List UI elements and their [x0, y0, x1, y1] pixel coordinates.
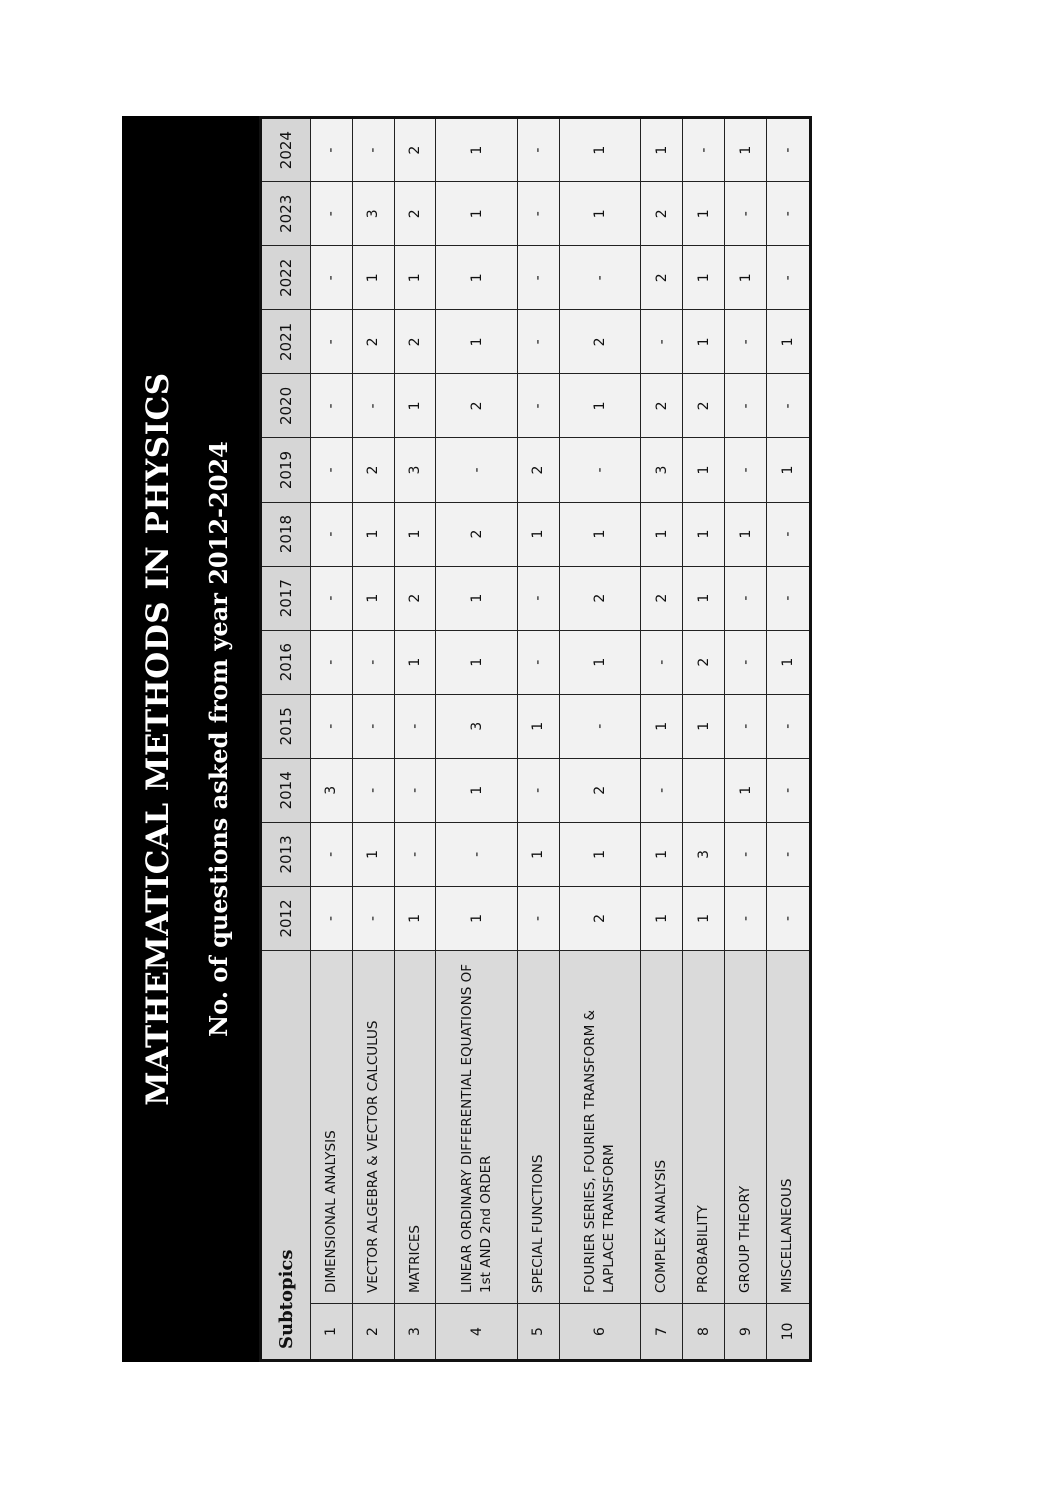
count-cell: - — [725, 310, 767, 374]
count-cell: - — [311, 374, 353, 438]
count-cell: 2 — [436, 502, 518, 566]
count-cell: 2 — [559, 310, 641, 374]
subtopic-name: MISCELLANEOUS — [766, 950, 810, 1303]
row-number: 2 — [352, 1304, 394, 1361]
subtopic-name: PROBABILITY — [683, 950, 725, 1303]
row-number: 9 — [725, 1304, 767, 1361]
count-cell: 1 — [683, 310, 725, 374]
rotated-table-sheet — [122, 116, 812, 1362]
count-cell: 1 — [518, 502, 560, 566]
page-subtitle: No. of questions asked from year 2012-2024 — [204, 441, 233, 1037]
year-header: 2015 — [261, 694, 311, 758]
row-number: 1 — [311, 1304, 353, 1361]
year-header: 2024 — [261, 118, 311, 182]
count-cell: 1 — [641, 694, 683, 758]
count-cell: 2 — [352, 438, 394, 502]
questions-table — [259, 116, 812, 1362]
count-cell: 1 — [352, 246, 394, 310]
count-cell: - — [766, 566, 810, 630]
count-cell: - — [436, 822, 518, 886]
count-cell: 3 — [683, 822, 725, 886]
count-cell: - — [311, 502, 353, 566]
count-cell: - — [311, 310, 353, 374]
count-cell: - — [352, 118, 394, 182]
table-row — [436, 118, 518, 1361]
count-cell: - — [311, 246, 353, 310]
subtopic-name: SPECIAL FUNCTIONS — [518, 950, 560, 1303]
count-cell: - — [725, 886, 767, 950]
count-cell: - — [766, 246, 810, 310]
subtopic-name: LINEAR ORDINARY DIFFERENTIAL EQUATIONS OF 1st AND 2nd ORDER — [436, 950, 518, 1303]
count-cell: - — [766, 182, 810, 246]
count-cell: 1 — [559, 374, 641, 438]
year-header: 2012 — [261, 886, 311, 950]
table-row — [725, 118, 767, 1361]
count-cell: - — [311, 566, 353, 630]
count-cell: - — [436, 438, 518, 502]
count-cell: 1 — [725, 118, 767, 182]
count-cell: - — [725, 182, 767, 246]
count-cell: 1 — [725, 246, 767, 310]
count-cell: 1 — [683, 886, 725, 950]
count-cell: 1 — [683, 246, 725, 310]
row-number: 10 — [766, 1304, 810, 1361]
count-cell: - — [641, 758, 683, 822]
count-cell: - — [311, 694, 353, 758]
year-header: 2022 — [261, 246, 311, 310]
count-cell: 2 — [559, 758, 641, 822]
count-cell: - — [559, 694, 641, 758]
count-cell: - — [766, 822, 810, 886]
row-number: 6 — [559, 1304, 641, 1361]
count-cell: 2 — [352, 310, 394, 374]
count-cell: 1 — [436, 246, 518, 310]
table-row — [683, 118, 725, 1361]
count-cell: 2 — [683, 374, 725, 438]
year-header: 2016 — [261, 630, 311, 694]
page-title: MATHEMATICAL METHODS IN PHYSICS — [140, 372, 176, 1106]
count-cell: - — [311, 630, 353, 694]
count-cell: 1 — [436, 566, 518, 630]
subtopic-name: MATRICES — [394, 950, 436, 1303]
subtopic-name: VECTOR ALGEBRA & VECTOR CALCULUS — [352, 950, 394, 1303]
count-cell: 1 — [559, 118, 641, 182]
count-cell: 2 — [641, 566, 683, 630]
count-cell: 1 — [436, 118, 518, 182]
count-cell: 1 — [518, 694, 560, 758]
count-cell: - — [766, 758, 810, 822]
count-cell: - — [352, 694, 394, 758]
count-cell: - — [311, 182, 353, 246]
title-band — [122, 116, 259, 1362]
count-cell: - — [559, 246, 641, 310]
count-cell: 1 — [683, 438, 725, 502]
count-cell: - — [518, 118, 560, 182]
subtopics-header: Subtopics — [261, 950, 311, 1360]
count-cell: 1 — [559, 502, 641, 566]
count-cell: 1 — [518, 822, 560, 886]
count-cell: 1 — [352, 566, 394, 630]
row-number: 7 — [641, 1304, 683, 1361]
count-cell: - — [311, 438, 353, 502]
count-cell: - — [394, 694, 436, 758]
subtopic-name: DIMENSIONAL ANALYSIS — [311, 950, 353, 1303]
count-cell: 1 — [725, 502, 767, 566]
count-cell: - — [518, 310, 560, 374]
count-cell: 1 — [766, 310, 810, 374]
subtopic-name: GROUP THEORY — [725, 950, 767, 1303]
header-row — [261, 118, 311, 1361]
count-cell: 1 — [683, 694, 725, 758]
count-cell: 3 — [394, 438, 436, 502]
count-cell: 1 — [352, 822, 394, 886]
count-cell: 1 — [683, 566, 725, 630]
count-cell: - — [641, 630, 683, 694]
count-cell: - — [518, 182, 560, 246]
count-cell: 2 — [436, 374, 518, 438]
count-cell: - — [725, 822, 767, 886]
year-header: 2019 — [261, 438, 311, 502]
count-cell: - — [518, 246, 560, 310]
count-cell: 1 — [394, 502, 436, 566]
year-header: 2023 — [261, 182, 311, 246]
count-cell: - — [725, 630, 767, 694]
year-header: 2018 — [261, 502, 311, 566]
count-cell: 1 — [436, 758, 518, 822]
count-cell: 3 — [311, 758, 353, 822]
year-header: 2014 — [261, 758, 311, 822]
count-cell: - — [725, 374, 767, 438]
count-cell: - — [518, 566, 560, 630]
count-cell: 3 — [641, 438, 683, 502]
count-cell: 1 — [766, 438, 810, 502]
row-number: 5 — [518, 1304, 560, 1361]
count-cell: 1 — [394, 246, 436, 310]
count-cell: - — [518, 374, 560, 438]
count-cell: 1 — [559, 822, 641, 886]
count-cell: 1 — [436, 182, 518, 246]
count-cell — [683, 758, 725, 822]
count-cell: 1 — [683, 502, 725, 566]
count-cell: 2 — [683, 630, 725, 694]
count-cell: 2 — [559, 886, 641, 950]
count-cell: - — [352, 886, 394, 950]
row-number: 4 — [436, 1304, 518, 1361]
count-cell: 1 — [641, 886, 683, 950]
count-cell: - — [641, 310, 683, 374]
count-cell: - — [766, 374, 810, 438]
table-row — [311, 118, 353, 1361]
count-cell: - — [725, 694, 767, 758]
count-cell: 1 — [641, 822, 683, 886]
count-cell: 2 — [394, 310, 436, 374]
count-cell: - — [352, 374, 394, 438]
count-cell: - — [766, 694, 810, 758]
count-cell: 2 — [641, 182, 683, 246]
count-cell: - — [311, 118, 353, 182]
count-cell: 2 — [394, 118, 436, 182]
row-number: 8 — [683, 1304, 725, 1361]
count-cell: - — [725, 438, 767, 502]
count-cell: 2 — [394, 182, 436, 246]
count-cell: - — [559, 438, 641, 502]
count-cell: 1 — [641, 118, 683, 182]
row-number: 3 — [394, 1304, 436, 1361]
table-row — [394, 118, 436, 1361]
count-cell: 1 — [725, 758, 767, 822]
year-header: 2017 — [261, 566, 311, 630]
count-cell: 3 — [352, 182, 394, 246]
count-cell: 1 — [559, 630, 641, 694]
count-cell: - — [394, 822, 436, 886]
year-header: 2013 — [261, 822, 311, 886]
count-cell: 1 — [436, 310, 518, 374]
table-row — [766, 118, 810, 1361]
count-cell: - — [518, 630, 560, 694]
count-cell: - — [766, 886, 810, 950]
count-cell: 3 — [436, 694, 518, 758]
count-cell: - — [311, 886, 353, 950]
table-row — [559, 118, 641, 1361]
count-cell: 2 — [518, 438, 560, 502]
count-cell: 1 — [394, 630, 436, 694]
count-cell: 1 — [766, 630, 810, 694]
count-cell: - — [725, 566, 767, 630]
subtopic-name: FOURIER SERIES, FOURIER TRANSFORM & LAPLACE TRANSFORM — [559, 950, 641, 1303]
year-header: 2021 — [261, 310, 311, 374]
count-cell: 1 — [683, 182, 725, 246]
table-row — [641, 118, 683, 1361]
count-cell: 1 — [394, 374, 436, 438]
count-cell: 1 — [559, 182, 641, 246]
count-cell: - — [352, 630, 394, 694]
count-cell: - — [352, 758, 394, 822]
count-cell: 1 — [641, 502, 683, 566]
count-cell: 1 — [436, 630, 518, 694]
table-row — [352, 118, 394, 1361]
count-cell: 2 — [394, 566, 436, 630]
table-row — [518, 118, 560, 1361]
count-cell: 1 — [436, 886, 518, 950]
count-cell: 2 — [559, 566, 641, 630]
count-cell: 2 — [641, 246, 683, 310]
count-cell: - — [311, 822, 353, 886]
count-cell: - — [394, 758, 436, 822]
year-header: 2020 — [261, 374, 311, 438]
count-cell: - — [766, 118, 810, 182]
count-cell: - — [766, 502, 810, 566]
count-cell: - — [518, 886, 560, 950]
count-cell: 1 — [352, 502, 394, 566]
count-cell: - — [518, 758, 560, 822]
count-cell: - — [683, 118, 725, 182]
count-cell: 2 — [641, 374, 683, 438]
subtopic-name: COMPLEX ANALYSIS — [641, 950, 683, 1303]
count-cell: 1 — [394, 886, 436, 950]
